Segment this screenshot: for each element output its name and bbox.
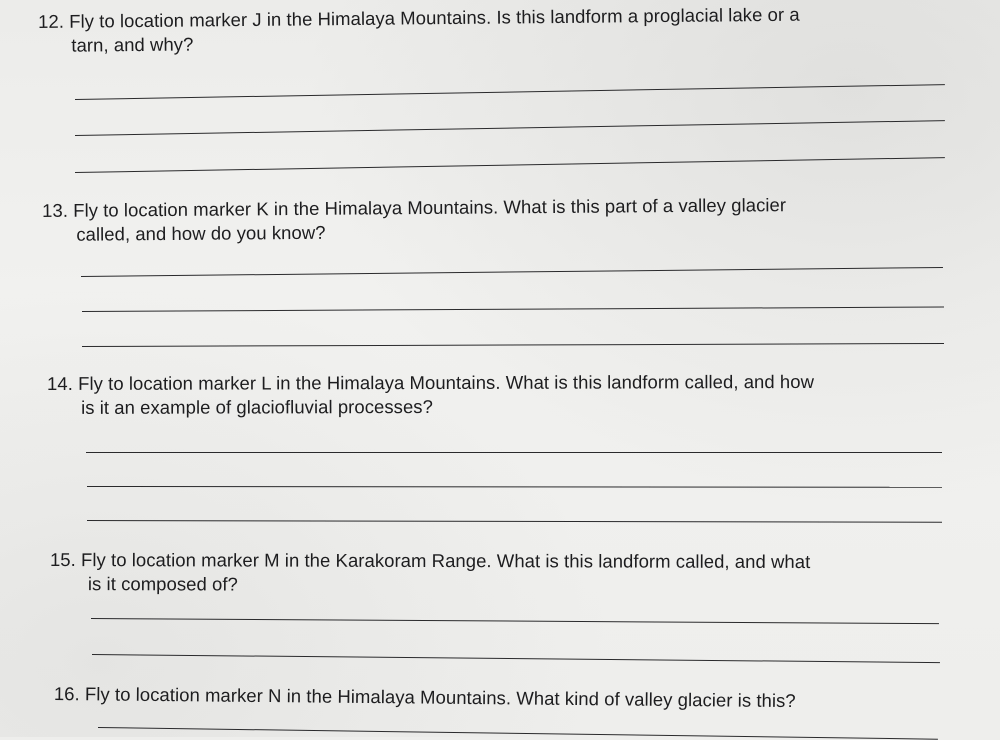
answer-line[interactable]	[98, 727, 938, 740]
answer-line[interactable]	[82, 306, 944, 312]
question-text: Fly to location marker N in the Himalaya Mountains. What kind of valley glacier is this?	[84, 683, 796, 712]
question-text: Fly to location marker L in the Himalaya Mountains. What is this landform called, and how	[78, 370, 815, 394]
question-text-continued: is it composed of?	[87, 573, 238, 595]
question-number: 16.	[53, 682, 80, 705]
answer-line[interactable]	[87, 520, 942, 523]
answer-line[interactable]	[75, 120, 945, 136]
question-12	[38, 3, 800, 58]
question-14	[47, 370, 814, 420]
question-number: 13.	[42, 199, 69, 221]
question-text: Fly to location marker M in the Karakoram Range. What is this landform called, and what	[81, 549, 811, 572]
question-text-continued: tarn, and why?	[71, 33, 194, 56]
answer-line[interactable]	[91, 618, 939, 624]
question-text-continued: called, and how do you know?	[76, 221, 326, 245]
question-number: 15.	[49, 549, 76, 571]
question-number: 14.	[47, 372, 73, 394]
question-number: 12.	[38, 10, 65, 32]
question-16	[54, 682, 796, 713]
question-15	[50, 548, 810, 598]
question-text: Fly to location marker J in the Himalaya Mountains. Is this landform a proglacial lake or a	[69, 3, 800, 32]
question-text-continued: is it an example of glaciofluvial processes?	[81, 395, 433, 418]
answer-line[interactable]	[86, 452, 942, 453]
answer-line[interactable]	[82, 343, 944, 347]
answer-line[interactable]	[75, 157, 945, 173]
question-text: Fly to location marker K in the Himalaya Mountains. What is this part of a valley glacier	[73, 194, 787, 221]
question-13	[42, 193, 786, 247]
answer-line[interactable]	[81, 267, 943, 277]
answer-line[interactable]	[87, 486, 942, 488]
answer-line[interactable]	[75, 84, 945, 100]
answer-line[interactable]	[92, 654, 940, 663]
